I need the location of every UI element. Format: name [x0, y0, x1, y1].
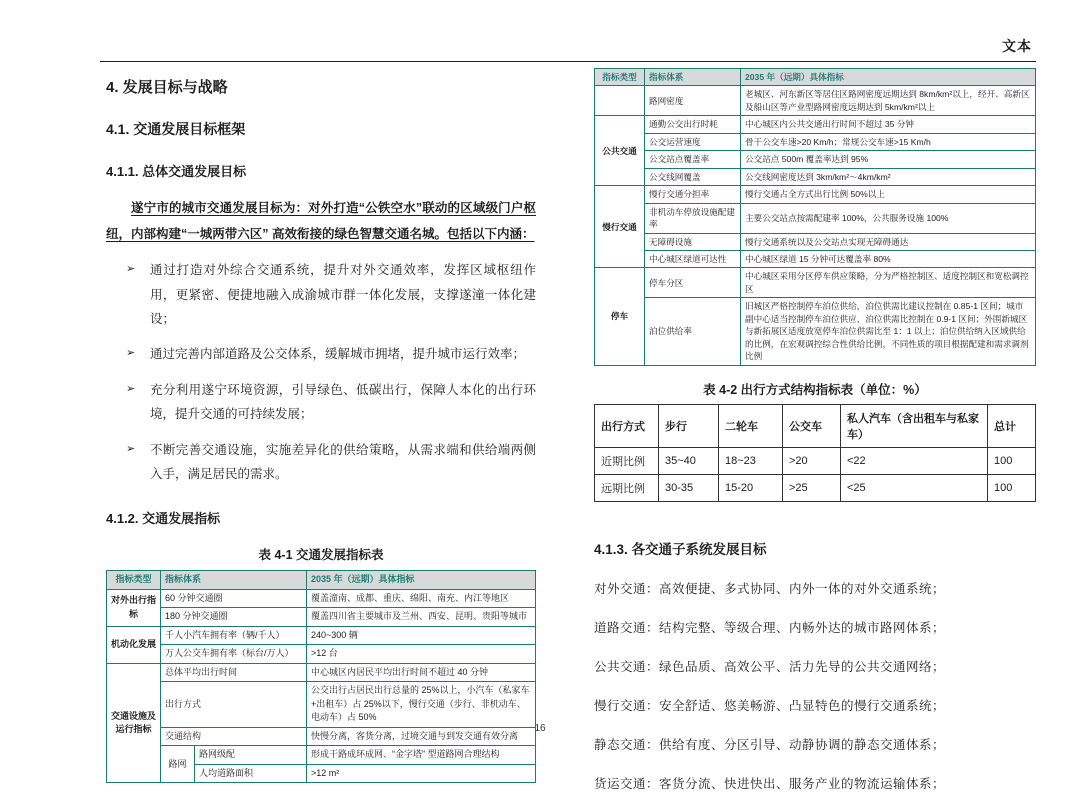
table-cell: 中心城区采用分区停车供应策略，分为严格控制区、适度控制区和宽松调控区 [741, 268, 1036, 298]
table-cell: 路网级配 [195, 746, 307, 765]
table-row [107, 645, 536, 664]
table-row [107, 746, 536, 765]
table-header-cell: 总计 [988, 404, 1036, 447]
heading-4-1-3: 4.1.3. 各交通子系统发展目标 [594, 541, 767, 557]
table-cell: 公交站点覆盖率 [645, 151, 741, 168]
table-cell: 中心城区绿道可达性 [645, 250, 741, 267]
table-row [595, 151, 1036, 168]
bullet-item: ➢ 通过打造对外综合交通系统，提升对外交通效率，发挥区域枢纽作用，更紧密、便捷地融入成渝城市群一体化发展，支撑遂潼一体化建设； [106, 258, 536, 331]
table-cell: 骨干公交车速>20 Km/h；常规公交车速>15 Km/h [741, 133, 1036, 150]
table-header-cell: 2035 年（远期）具体指标 [307, 571, 536, 590]
bullet-list [106, 258, 536, 486]
goal-item: 货运交通：客货分流、快进快出、服务产业的物流运输体系； [594, 776, 946, 791]
goal-item: 道路交通：结构完整、等级合理、内畅外达的城市路网体系； [594, 620, 946, 635]
table-cell: 公交线网密度达到 3km/km²～4km/km² [741, 168, 1036, 185]
left-column [106, 70, 536, 783]
table-cell: 路网密度 [645, 86, 741, 116]
table-cell: 非机动车停放设施配建率 [645, 203, 741, 233]
table-cell: 公交运营速度 [645, 133, 741, 150]
table-4-1 [106, 570, 536, 783]
table-cell: 公交站点 500m 覆盖率达到 95% [741, 151, 1036, 168]
table-4-1-title: 表 4-1 交通发展指标表 [258, 548, 384, 563]
table-cell: 交通结构 [161, 727, 307, 746]
table-4-2 [594, 404, 1036, 502]
table-row [595, 298, 1036, 365]
table-cell [595, 86, 645, 116]
table-cell: >20 [783, 447, 841, 474]
table-header-cell: 二轮车 [719, 404, 783, 447]
table-header-cell: 私人汽车（含出租车与私家车） [841, 404, 988, 447]
goal-item: 静态交通：供给有度、分区引导、动静协调的静态交通体系； [594, 737, 946, 752]
table-row [107, 626, 536, 645]
table-row [595, 250, 1036, 267]
table-cell: 180 分钟交通圈 [161, 608, 307, 627]
table-cell: 停车分区 [645, 268, 741, 298]
table-cell: 公交线网覆盖 [645, 168, 741, 185]
table-row [107, 727, 536, 746]
table-cell: 35~40 [659, 447, 719, 474]
table-cell: 30-35 [659, 474, 719, 501]
table-header-row [595, 404, 1036, 447]
table-cell: 18~23 [719, 447, 783, 474]
table-row [595, 168, 1036, 185]
table-cell: 中心城区内公共交通出行时间不超过 35 分钟 [741, 116, 1036, 133]
table-cell: 慢行交通分担率 [645, 186, 741, 203]
table-cell: 形成干路成环成网、“金字塔” 型道路网合理结构 [307, 746, 536, 765]
table-header-cell: 指标体系 [161, 571, 307, 590]
table-header-row [595, 69, 1036, 86]
table-cell: 中心城区内居民平均出行时间不超过 40 分钟 [307, 663, 536, 682]
table-cell: 快慢分离，客货分离，过境交通与到发交通有效分离 [307, 727, 536, 746]
table-row [595, 186, 1036, 203]
table-cell: 公共交通 [595, 116, 645, 186]
table-cell: 近期比例 [595, 447, 659, 474]
table-row [595, 268, 1036, 298]
table-cell: 出行方式 [161, 682, 307, 728]
table-cell: 万人公交车拥有率（标台/万人） [161, 645, 307, 664]
table-cell: 慢行交通系统以及公交站点实现无障碍通达 [741, 233, 1036, 250]
table-cell: 交通设施及运行指标 [107, 663, 161, 783]
table-cell: 总体平均出行时间 [161, 663, 307, 682]
header-divider [100, 61, 1036, 62]
table-cell: 240~300 辆 [307, 626, 536, 645]
table-4-1-continued [594, 68, 1036, 366]
corner-label: 文本 [1002, 38, 1032, 54]
table-cell: 路网 [161, 746, 195, 783]
table-cell: >25 [783, 474, 841, 501]
bullet-item: ➢ 不断完善交通设施，实施差异化的供给策略，从需求端和供给端两侧入手，满足居民的需求。 [106, 438, 536, 487]
bullet-item: ➢ 充分利用遂宁环境资源，引导绿色、低碳出行，保障人本化的出行环境，提升交通的可持续发展； [106, 378, 536, 427]
table-header-cell: 步行 [659, 404, 719, 447]
table-cell: 通勤公交出行时耗 [645, 116, 741, 133]
table-row [595, 203, 1036, 233]
heading-4-1-2: 4.1.2. 交通发展指标 [106, 511, 221, 527]
table-cell: 老城区、河东新区等居住区路网密度远期达到 8km/km²以上，经开、高新区及船山区等产业型路网密度远期达到 5km/km²以上 [741, 86, 1036, 116]
table-row [107, 663, 536, 682]
table-row [107, 682, 536, 728]
heading-chapter-4: 4. 发展目标与战略 [106, 79, 228, 96]
table-row [595, 233, 1036, 250]
table-cell: 停车 [595, 268, 645, 365]
table-cell: 慢行交通 [595, 186, 645, 268]
table-header-cell: 指标类型 [595, 69, 645, 86]
subsystem-goal-list [594, 579, 1036, 792]
table-row [595, 447, 1036, 474]
goal-item: 公共交通：绿色品质、高效公平、活力先导的公共交通网络； [594, 659, 946, 674]
table-cell: 覆盖潼南、成都、重庆、绵阳、南充、内江等地区 [307, 589, 536, 608]
table-cell: <25 [841, 474, 988, 501]
table-cell: 15-20 [719, 474, 783, 501]
table-header-cell: 公交车 [783, 404, 841, 447]
table-cell: 公交出行占居民出行总量的 25%以上，小汽车（私家车+出租车）占 25%以下，慢行交通（步行、非机动车、电动车）占 50% [307, 682, 536, 728]
table-row [107, 608, 536, 627]
table-cell: 对外出行指标 [107, 589, 161, 626]
right-column [594, 68, 1036, 792]
bullet-item: ➢ 通过完善内部道路及公交体系，缓解城市拥堵，提升城市运行效率； [106, 342, 536, 366]
table-cell: 千人小汽车拥有率（辆/千人） [161, 626, 307, 645]
table-row [595, 474, 1036, 501]
table-cell: 无障碍设施 [645, 233, 741, 250]
goal-item: 对外交通：高效便捷、多式协同、内外一体的对外交通系统； [594, 581, 946, 596]
table-header-cell: 出行方式 [595, 404, 659, 447]
table-header-cell: 2035 年（远期）具体指标 [741, 69, 1036, 86]
page-number: 16 [534, 723, 546, 734]
table-cell: >12 m² [307, 764, 536, 783]
table-cell: 覆盖四川省主要城市及兰州、西安、昆明、贵阳等城市 [307, 608, 536, 627]
table-cell: 100 [988, 474, 1036, 501]
intro-paragraph: 遂宁市的城市交通发展目标为：对外打造“公铁空水”联动的区域级门户枢纽，内部构建“一城两带六区” 高效衔接的绿色智慧交通名城。包括以下内涵： [106, 201, 536, 241]
table-cell: 旧城区严格控制停车泊位供给，泊位供需比建议控制在 0.85-1 区间；城市副中心适当控制停车泊位供应，泊位供需比控制在 0.9-1 区间；外围新城区与新拓展区适度放宽停车泊位供需比至 1：1 以上；泊位供给纳入区域供给的比例，在宏观调控综合性供给比例，不同性质的项目根据配建和需求调剂比例 [741, 298, 1036, 365]
table-cell: 中心城区绿道 15 分钟可达覆盖率 80% [741, 250, 1036, 267]
table-cell: 人均道路面积 [195, 764, 307, 783]
table-cell: 主要公交站点按需配建率 100%，公共服务设施 100% [741, 203, 1036, 233]
table-cell: 机动化发展 [107, 626, 161, 663]
table-header-row [107, 571, 536, 590]
table-row [595, 86, 1036, 116]
table-4-2-title: 表 4-2 出行方式结构指标表（单位：%） [703, 382, 927, 397]
table-header-cell: 指标体系 [645, 69, 741, 86]
table-cell: 慢行交通占全方式出行比例 50%以上 [741, 186, 1036, 203]
table-cell: 100 [988, 447, 1036, 474]
table-cell: 泊位供给率 [645, 298, 741, 365]
table-header-cell: 指标类型 [107, 571, 161, 590]
table-cell: 60 分钟交通圈 [161, 589, 307, 608]
table-row [595, 116, 1036, 133]
table-cell: 远期比例 [595, 474, 659, 501]
heading-4-1-1: 4.1.1. 总体交通发展目标 [106, 164, 247, 179]
table-cell: <22 [841, 447, 988, 474]
table-row [595, 133, 1036, 150]
table-row [107, 589, 536, 608]
heading-4-1: 4.1. 交通发展目标框架 [106, 121, 246, 137]
table-cell: >12 台 [307, 645, 536, 664]
goal-item: 慢行交通：安全舒适、悠美畅游、凸显特色的慢行交通系统； [594, 698, 946, 713]
